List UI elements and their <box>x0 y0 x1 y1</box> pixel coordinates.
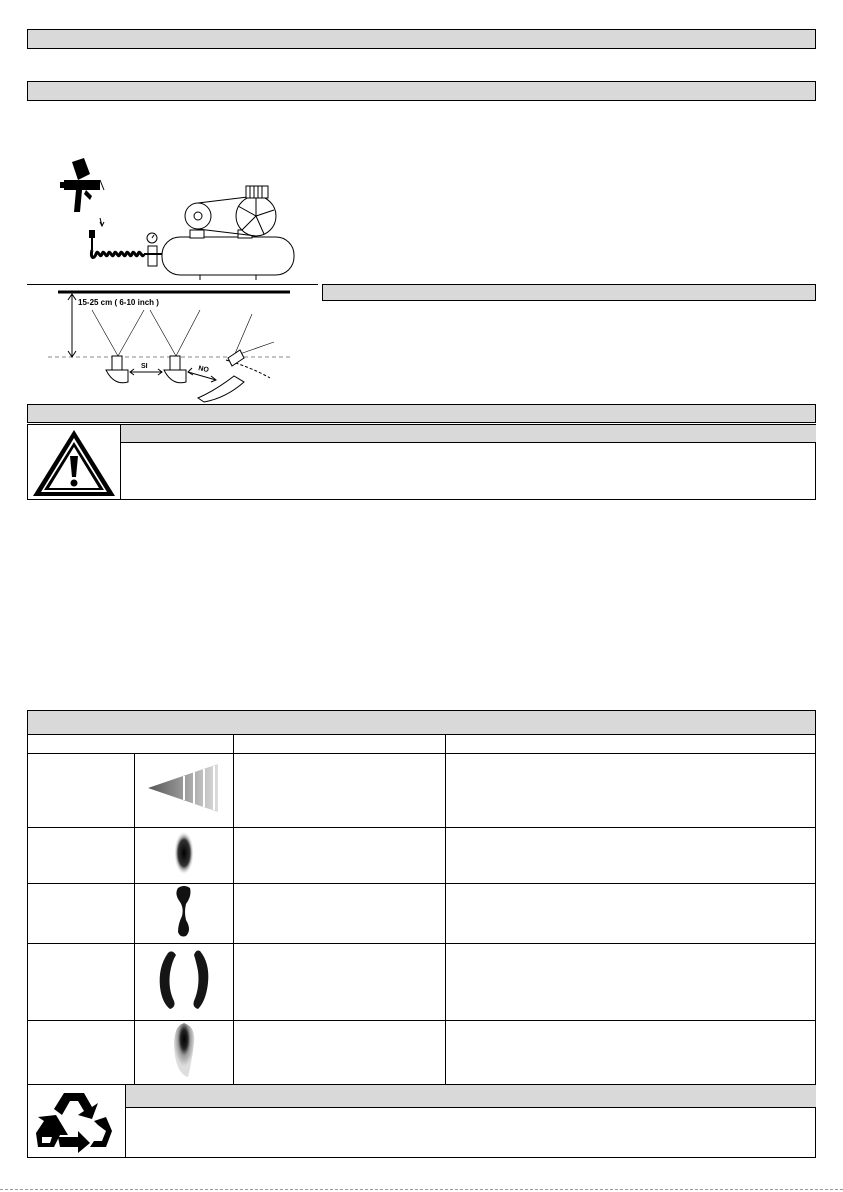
warning-box <box>27 424 816 500</box>
recycle-icon-divider <box>125 1085 126 1157</box>
table-header-cause <box>234 735 446 754</box>
page-bottom-dotted-edge <box>0 1189 843 1190</box>
spray-pattern-table <box>27 710 816 1085</box>
table-cell-label <box>28 884 135 944</box>
table-cell-label <box>28 944 135 1021</box>
table-row <box>28 828 816 884</box>
table-header-pattern <box>28 735 234 754</box>
table-cell-label <box>28 1021 135 1085</box>
compressor-icon <box>162 186 294 280</box>
fan-spray-pattern-icon <box>144 758 224 818</box>
table-title-cell <box>28 711 816 735</box>
table-cell-remedy <box>446 1021 816 1085</box>
warning-icon-divider <box>120 425 121 499</box>
table-title-row <box>28 711 816 735</box>
table-cell-cause <box>234 944 446 1021</box>
warning-triangle-icon <box>30 427 118 499</box>
table-cell-cause <box>234 1021 446 1085</box>
table-cell-image <box>135 944 234 1021</box>
hand-gun-icon <box>106 350 244 402</box>
table-cell-cause <box>234 828 446 884</box>
recycle-box <box>27 1084 816 1158</box>
warning-section-header-bar <box>27 404 816 423</box>
table-cell-image <box>135 884 234 944</box>
yes-label: SI <box>141 363 148 370</box>
split-spray-pattern-icon <box>146 947 222 1013</box>
spray-gun-icon <box>60 158 104 226</box>
recycle-icon <box>34 1089 116 1155</box>
section-header-bar-1 <box>27 29 816 49</box>
teardrop-spray-pattern-icon <box>164 1021 204 1079</box>
table-cell-remedy <box>446 884 816 944</box>
dot-spray-pattern-icon <box>164 828 204 878</box>
table-header-remedy <box>446 735 816 754</box>
table-cell-image <box>135 1021 234 1085</box>
warning-inner-header-bar <box>120 425 816 443</box>
coil-hose-icon <box>89 230 150 257</box>
table-row <box>28 884 816 944</box>
table-row <box>28 944 816 1021</box>
table-cell-remedy <box>446 828 816 884</box>
no-label: NO <box>197 365 210 375</box>
table-cell-remedy <box>446 944 816 1021</box>
table-row <box>28 754 816 828</box>
table-cell-image <box>135 754 234 828</box>
table-cell-cause <box>234 754 446 828</box>
dumbbell-spray-pattern-icon <box>164 884 204 938</box>
table-header-row <box>28 735 816 754</box>
spray-gun-compressor-illustration <box>50 150 300 280</box>
pressure-regulator-icon <box>144 233 162 266</box>
table-cell-label <box>28 754 135 828</box>
table-row <box>28 1021 816 1085</box>
spray-distance-illustration <box>48 286 293 404</box>
table-cell-remedy <box>446 754 816 828</box>
table-cell-cause <box>234 884 446 944</box>
illustration-divider <box>27 284 318 285</box>
distance-label: 15-25 cm ( 6-10 inch ) <box>78 298 159 307</box>
section-header-bar-2 <box>27 81 816 101</box>
table-cell-image <box>135 828 234 884</box>
table-cell-label <box>28 828 135 884</box>
recycle-inner-header-bar <box>125 1085 816 1108</box>
section-header-bar-3 <box>322 284 816 301</box>
